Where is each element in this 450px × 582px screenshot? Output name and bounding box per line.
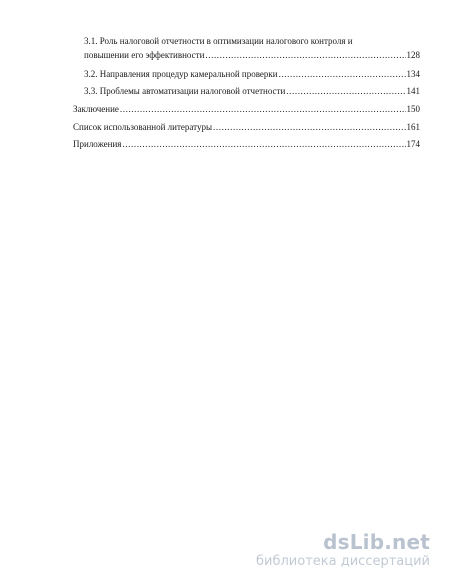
dslib-watermark: [256, 532, 430, 569]
watermark-tagline: библиотека диссертаций: [256, 554, 430, 569]
toc-leader-dots: [286, 86, 405, 97]
toc-leader-dots: [279, 69, 406, 80]
toc-leader-dots: [122, 139, 405, 150]
toc-leader-dots: [120, 104, 406, 115]
toc-page-number: 174: [406, 139, 420, 149]
toc-entry-3-1[interactable]: [84, 50, 420, 61]
toc-entry-title: 3.2. Направления процедур камеральной проверки: [84, 69, 278, 79]
toc-leader-dots: [205, 50, 405, 61]
toc-entry-title: Приложения: [73, 139, 122, 149]
toc-page-number: 161: [406, 122, 420, 132]
toc-entry-title: повышении его эффективности: [84, 50, 205, 60]
toc-page-number: 150: [406, 104, 420, 114]
toc-entry-references[interactable]: [73, 122, 420, 133]
toc-entry-title: 3.3. Проблемы автоматизации налоговой отчетности: [84, 86, 286, 96]
toc-entry-3-1-title-line1: 3.1. Роль налоговой отчетности в оптимизации налогового контроля и: [84, 36, 353, 46]
toc-entry-title: Заключение: [73, 104, 119, 114]
toc-entry-conclusion[interactable]: [73, 104, 420, 115]
toc-page-number: 128: [406, 50, 420, 60]
toc-entry-3-2[interactable]: [84, 69, 420, 80]
toc-entry-3-3[interactable]: [84, 86, 420, 97]
toc-entry-appendices[interactable]: [73, 139, 420, 150]
watermark-logo: dsLib.net: [323, 530, 430, 554]
toc-entry-title: Список использованной литературы: [73, 122, 213, 132]
toc-page-number: 141: [406, 86, 420, 96]
toc-leader-dots: [213, 122, 405, 133]
toc-page-number: 134: [406, 69, 420, 79]
